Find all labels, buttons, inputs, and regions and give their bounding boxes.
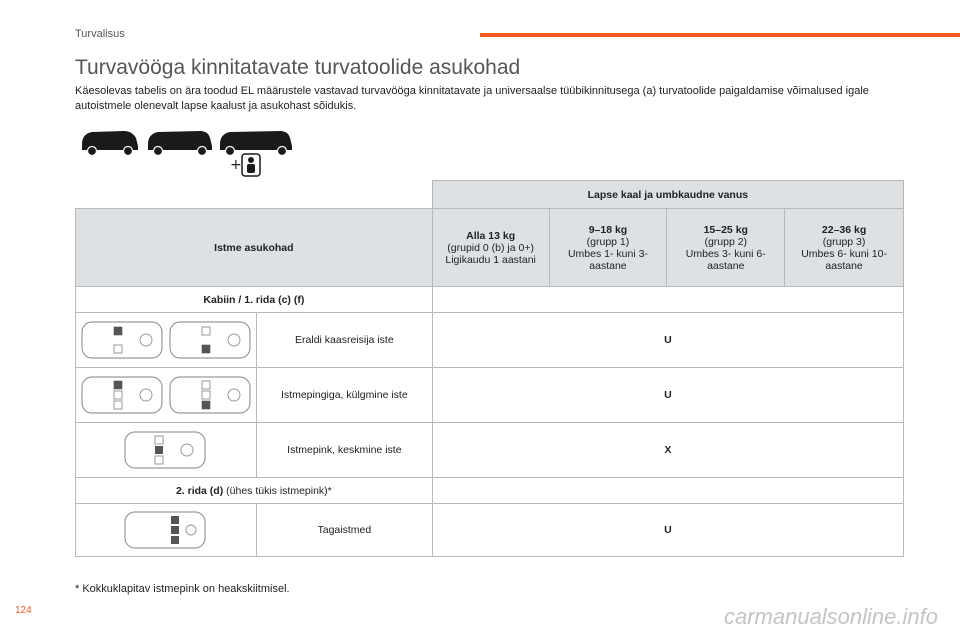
weight-group-title: 9–18 kg <box>588 223 628 236</box>
section-row-cabin: Kabiin / 1. rida (c) (f) <box>76 287 433 313</box>
weight-group-age: Umbes 3- kuni 6-aastane <box>685 247 766 272</box>
weight-group-0 <box>432 209 549 287</box>
intro-paragraph: Käesolevas tabelis on ära toodud EL määrustele vastavad turvavööga kinnitatavate ja universaalse tüübikinnitusega (a) turvatoolide paigaldamise võimalused igale autoistmele olenevalt lapse kaalust ja asukohast sõidukis. <box>75 85 869 112</box>
row-label: Eraldi kaasreisija iste <box>256 313 432 368</box>
van-medium-icon <box>148 131 212 156</box>
table-row <box>76 313 904 368</box>
weight-group-line: (grupp 2) <box>704 235 748 248</box>
van-short-icon <box>82 131 138 156</box>
weight-group-title: Alla 13 kg <box>466 229 516 242</box>
seat-layout-bench-centre <box>76 423 257 478</box>
blank-corner <box>76 181 433 209</box>
section-row-second-blank <box>432 478 903 504</box>
svg-text:+: + <box>230 157 242 173</box>
rear-layout-icon <box>121 508 211 552</box>
section-row-second <box>76 478 433 504</box>
section-label: Turvalisus <box>75 28 125 40</box>
cabin-layout-icon <box>121 428 211 472</box>
row-label: Istmepink, keskmine iste <box>256 423 432 478</box>
weight-group-title: 15–25 kg <box>703 223 748 236</box>
section-row-second-rest: (ühes tükis istmepink)* <box>226 484 332 497</box>
seat-layout-passenger <box>76 313 257 368</box>
header-accent-bar <box>480 33 960 37</box>
cabin-layout-icon <box>78 318 254 362</box>
van-versions-illustration <box>80 124 300 178</box>
weight-group-1 <box>549 209 667 287</box>
van-long-icon <box>220 131 292 156</box>
weight-group-line: (grupid 0 (b) ja 0+) <box>447 241 534 254</box>
weight-group-age: Umbes 6- kuni 10-aastane <box>801 247 887 272</box>
weight-group-3 <box>785 209 904 287</box>
page-title: Turvavööga kinnitatavate turvatoolide asukohad <box>75 56 521 79</box>
weight-group-title: 22–36 kg <box>821 223 867 236</box>
table-row <box>76 368 904 423</box>
watermark: carmanualsonline.info <box>723 604 938 629</box>
weight-group-header: Lapse kaal ja umbkaudne vanus <box>432 181 903 209</box>
seat-position-header: Istme asukohad <box>76 209 433 287</box>
row-value: X <box>432 423 903 478</box>
table-row <box>76 504 904 557</box>
weight-group-line: (grupp 3) <box>822 235 866 248</box>
weight-group-line: (grupp 1) <box>586 235 630 248</box>
row-label: Tagaistmed <box>256 504 432 557</box>
row-value: U <box>432 368 903 423</box>
page-number: 124 <box>15 605 32 616</box>
row-label: Istmepingiga, külgmine iste <box>256 368 432 423</box>
weight-group-2 <box>667 209 785 287</box>
child-seat-positions-table <box>75 180 904 557</box>
row-value: U <box>432 504 903 557</box>
seat-layout-bench-outer <box>76 368 257 423</box>
weight-group-age: Umbes 1- kuni 3-aastane <box>567 247 648 272</box>
table-row <box>76 423 904 478</box>
row-value: U <box>432 313 903 368</box>
section-row-second-bold: 2. rida (d) <box>175 484 224 497</box>
seat-layout-rear <box>76 504 257 557</box>
section-row-cabin-blank <box>432 287 903 313</box>
child-seat-icon <box>230 154 260 176</box>
weight-group-age: Ligikaudu 1 aastani <box>445 253 536 266</box>
cabin-layout-icon <box>78 373 254 417</box>
footnote: * Kokkuklapitav istmepink on heakskiitmisel. <box>75 583 290 595</box>
